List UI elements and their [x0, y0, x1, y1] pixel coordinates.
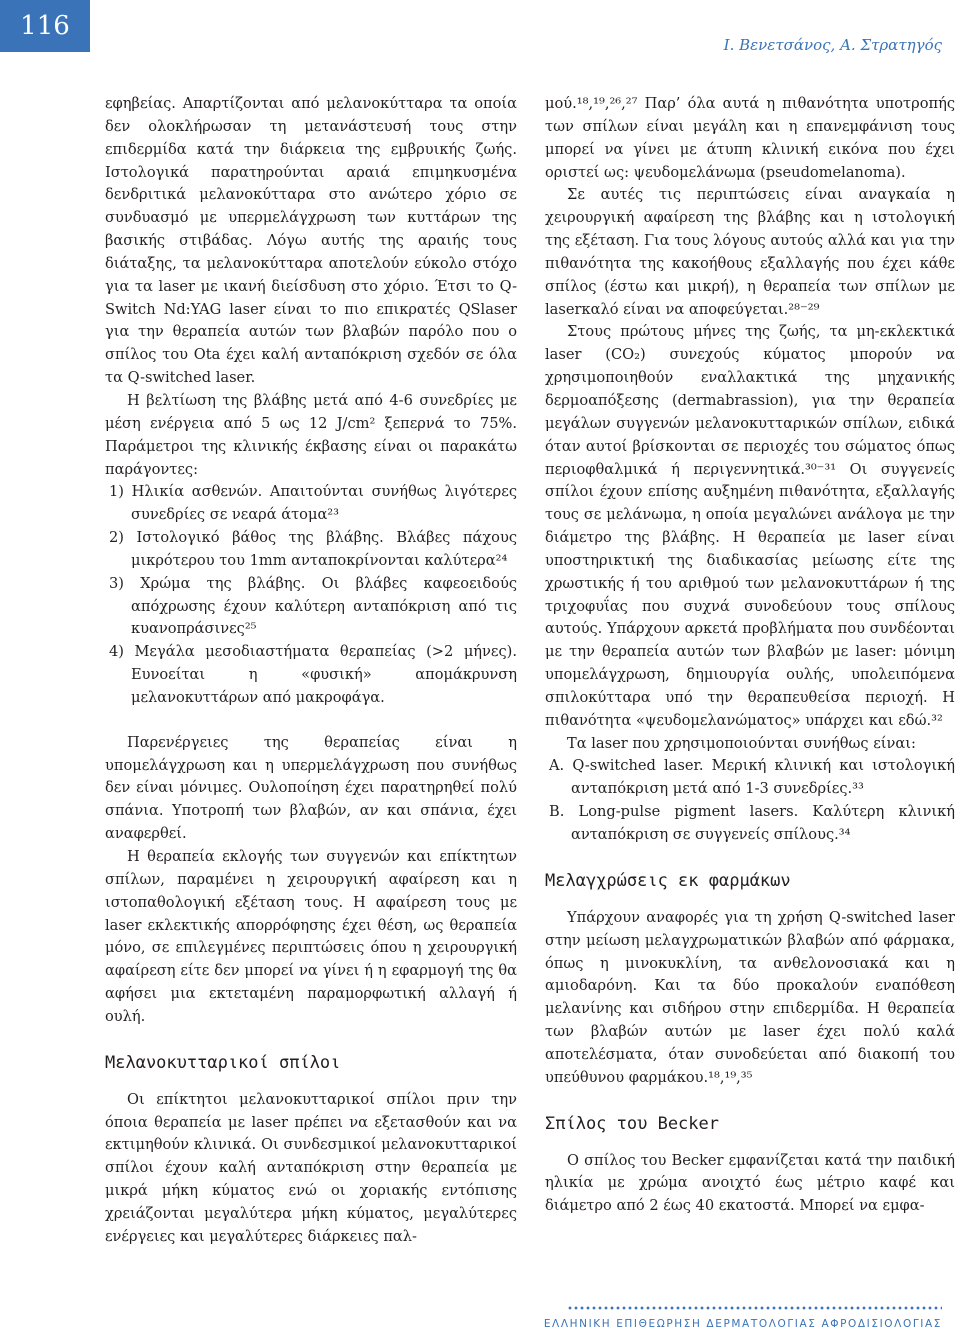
running-header-authors: Ι. Βενετσάνος, Α. Στρατηγός	[723, 36, 942, 54]
paragraph: Υπάρχουν αναφορές για τη χρήση Q-switched laser στην μείωση μελαγχρωματικών βλαβών από φάρμακα, όπως η μινοκυκλίνη, τα ανθελονοσιακά και η αμιοδαρόνη. Και τα δύο προκαλούν εναπόθεση μελανίνης και σιδήρου στην επιδερμίδα. Η θεραπεία των βλαβών αυτών με laser έχει πολύ καλά αποτελέσματα, όταν συνοδεύεται από διακοπή του υπεύθυνου φαρμάκου.¹⁸,¹⁹,³⁵	[545, 908, 955, 1086]
list-item: A. Q-switched laser. Μερική κλινική και ιστολογική ανταπόκριση μετά από 1-3 συνεδρίες.³³	[549, 757, 955, 798]
list-item: 1) Ηλικία ασθενών. Απαιτούνται συνήθως λιγότερες συνεδρίες σε νεαρά άτομα²³	[109, 483, 517, 524]
section-heading: Σπίλος του Becker	[545, 1113, 719, 1134]
paragraph: Ο σπίλος του Becker εμφανίζεται κατά την παιδική ηλικία με χρώμα ανοιχτό έως μέτριο καφέ και διάμετρο από 2 έως 40 εκατοστά. Μπορεί να εμφα-	[545, 1151, 955, 1215]
paragraph: Τα laser που χρησιμοποιούνται συνήθως είναι:	[567, 734, 916, 752]
paragraph: μού.¹⁸,¹⁹,²⁶,²⁷ Παρ’ όλα αυτά η πιθανότητα υποτροπής των σπίλων είναι μεγάλη και η επανεμφάνιση τους μπορεί να γίνει με άτυπη κλινική εικόνα που έχει οριστεί ως: ψευδομελάνωμα (pseudomelanoma).	[545, 95, 955, 181]
list-item: 4) Μεγάλα μεσοδιαστήματα θεραπείας (>2 μήνες). Ευνοείται η «φυσική» απομάκρυνση μελανοκυττάρων από μακροφάγα.	[109, 643, 517, 706]
left-column	[105, 93, 517, 1249]
list-item: 2) Ιστολογικό βάθος της βλάβης. Βλάβες πάχους μικρότερου του 1mm ανταποκρίνονται καλύτερα²⁴	[109, 529, 517, 569]
paragraph: Οι επίκτητοι μελανοκυτταρικοί σπίλοι πριν την όποια θεραπεία με laser πρέπει να εξετασθούν και να εκτιμηθούν κλινικά. Οι συνδεσμικοί μελανοκυτταρικοί σπίλοι έχουν καλή ανταπόκριση στην θεραπεία με μικρά μήκη κύματος ενώ οι χοριακής εντόπισης χρειάζονται μεγαλύτερα μήκη κύματος, μεγαλύτερες ενέργειες και μεγαλύτερες διάρκειες παλ-	[105, 1090, 517, 1245]
list-item: 3) Χρώμα της βλάβης. Οι βλάβες καφεοειδούς απόχρωσης έχουν καλύτερη ανταπόκριση από τις κυανοπράσινες²⁵	[109, 574, 517, 638]
paragraph: Στους πρώτους μήνες της ζωής, τα μη-εκλεκτικά laser (CO₂) συνεχούς κύματος μπορούν να χρησιμοποιηθούν εναλλακτικά της μηχανικής δερμοαπόξεσης (dermabrassion), για την θεραπεία μεγάλων συγγενών μελανοκυτταρικών σπίλων, ειδικά όταν αυτοί βρίσκονται σε περιοχές του σώματος όπως περιοφθαλμικά ή περιγεννητικά.³⁰⁻³¹ Οι συγγενείς σπίλοι έχουν επίσης αυξημένη πιθανότητα, εξαλλαγής τους σε μελάνωμα, η οποία μεγαλώνει ανάλογα με την διάμετρο της βλάβης. Η θεραπεία με laser είναι υποστηρικτική της διαδικασίας μείωσης είτε της χρωστικής ή του αριθμού των μελανοκυττάρων ή της τριχοφυΐας που συχνά συνοδεύουν τους σπίλους αυτούς. Υπάρχουν αρκετά προβλήματα που συνδέονται με την θεραπεία αυτών των βλαβών με laser: μόνιμη υπομελάγχρωση, δημιουργία ουλής, υπολειπόμενα σπιλοκύτταρα υπό την θεραπευθείσα περιοχή. Η πιθανότητα «ψευδομελανώματος» υπάρχει και εδώ.³²	[545, 323, 955, 729]
footer-dotted-rule	[567, 1306, 942, 1310]
paragraph: Παρενέργειες της θεραπείας είναι η υπομελάγχρωση και η υπερμελάγχρωση που συνήθως δεν είναι μόνιμες. Ουλοποίηση έχει παρατηρηθεί πολύ σπάνια. Υποτροπή των βλαβών, αν και σπάνια, έχει αναφερθεί.	[105, 733, 517, 843]
journal-footer: ΕΛΛΗΝΙΚΗ ΕΠΙΘΕΩΡΗΣΗ ΔΕΡΜΑΤΟΛΟΓΙΑΣ ΑΦΡΟΔΙΣΙΟΛΟΓΙΑΣ	[543, 1318, 942, 1330]
page-number: 116	[0, 0, 90, 52]
paragraph: Η βελτίωση της βλάβης μετά από 4-6 συνεδρίες με μέση ενέργεια από 5 ως 12 J/cm² ξεπερνά το 75%. Παράμετροι της κλινικής έκβασης είναι οι παρακάτω παράγοντες:	[105, 391, 517, 478]
paragraph: εφηβείας. Απαρτίζονται από μελανοκύτταρα τα οποία δεν ολοκλήρωσαν τη μετανάστευσή τους στην επιδερμίδα κατά την διάρκεια της εμβρυικής ζωής. Ιστολογικά παρατηρούνται αραιά επιμηκυσμένα δενδριτικά μελανοκύτταρα στο ανώτερο χόριο σε συνδυασμό με υπερμελάγχρωση των κυττάρων της βασικής στιβάδας. Λόγω αυτής της αραιής τους διάταξης, τα μελανοκύτταρα αποτελούν εύκολο στόχο για τα laser με ικανή διείσδυση στο χόριο. Έτσι το Q-Switch Nd:YAG laser είναι το πιο επικρατές QSlaser για την θεραπεία αυτών των βλαβών παρόλο που ο σπίλος του Ota έχει καλή ανταπόκριση σχεδόν σε όλα τα Q-switched laser.	[105, 95, 517, 387]
paragraph: Σε αυτές τις περιπτώσεις είναι αναγκαία η χειρουργική αφαίρεση της βλάβης και η ιστολογική της εξέταση. Για τους λόγους αυτούς αλλά και για την πιθανότητα της κακοήθους εξαλλαγής που έχει κάθε σπίλος (έστω και μικρή), η θεραπεία των σπίλων με laserκαλό είναι να αποφεύγεται.²⁸⁻²⁹	[545, 186, 955, 318]
list-item: B. Long-pulse pigment lasers. Καλύτερη κλινική ανταπόκριση σε συγγενείς σπίλους.³⁴	[549, 803, 955, 843]
section-heading: Μελανοκυτταρικοί σπίλοι	[105, 1052, 341, 1073]
paragraph: Η θεραπεία εκλογής των συγγενών και επίκτητων σπίλων, παραμένει η χειρουργική αφαίρεση και η ιστοπαθολογική εξέταση τους. Η αφαίρεση τους με laser εκλεκτικής απορρόφησης έχει θέση, ως θεραπεία μόνο, σε επιλεγμένες περιπτώσεις όπου η χειρουργική αφαίρεση είτε δεν μπορεί να γίνει ή η εφαρμογή της θα αφήσει μια εκτεταμένη παραμορφωτική αλλαγή ή ουλή.	[105, 848, 517, 1025]
right-column	[545, 93, 955, 1218]
section-heading: Μελαγχρώσεις εκ φαρμάκων	[545, 870, 791, 891]
